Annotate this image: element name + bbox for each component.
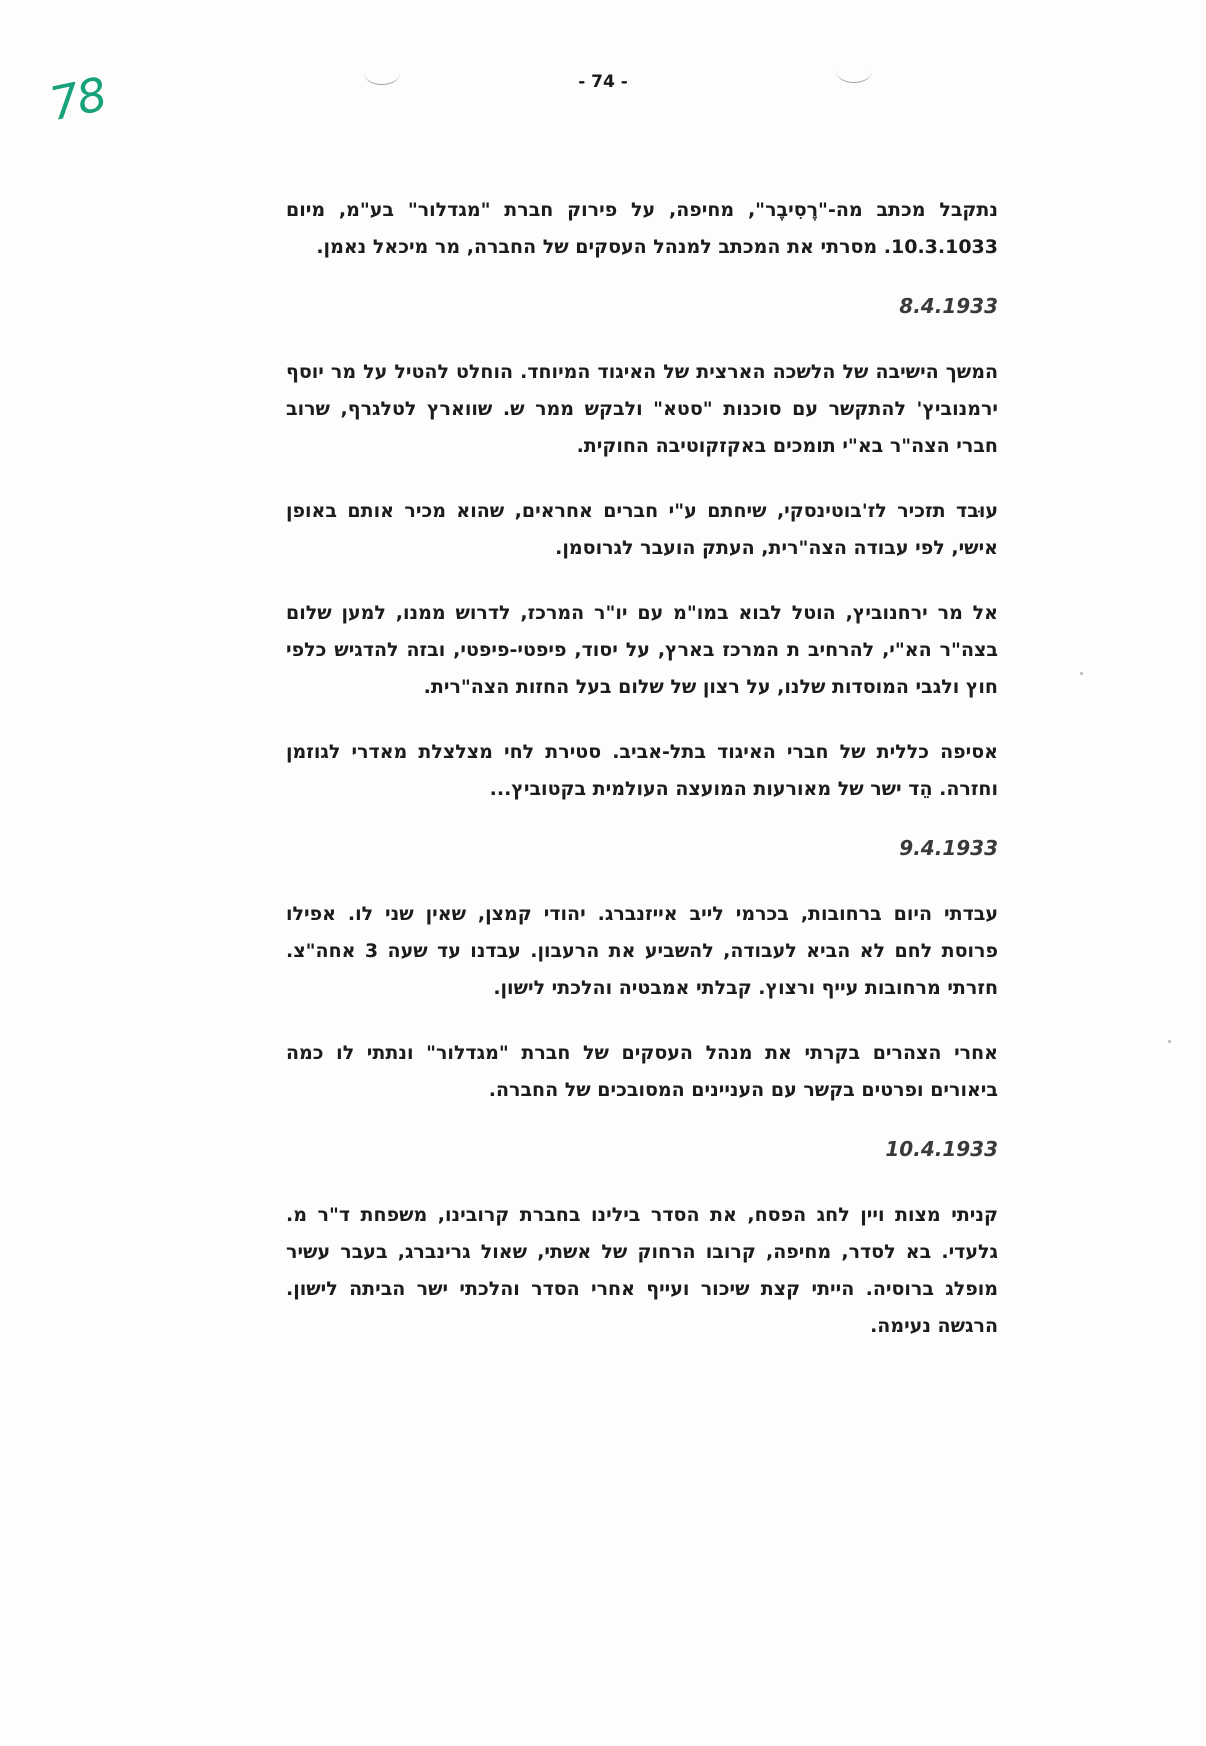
handwritten-page-number: 78 [44, 66, 110, 132]
document-body [286, 192, 998, 1373]
date-heading: 8.4.1933 [899, 294, 998, 318]
paragraph: קניתי מצות ויין לחג הפסח, את הסדר בילינו בחברת קרובינו, משפחת ד"ר מ. גלעדי. בא לסדר, מחיפה, קרובו הרחוק של אשתי, שאול גרינברג, בעבר עשיר מופלג ברוסיה. הייתי קצת שיכור ועייף אחרי הסדר והלכתי ישר הביתה לישון. הרגשה נעימה. [286, 1204, 998, 1337]
date-heading: 10.4.1933 [885, 1137, 998, 1161]
date-heading: 9.4.1933 [899, 836, 998, 860]
scan-speck [1080, 672, 1083, 675]
paragraph: עוּבד תזכיר לז'בוטינסקי, שיחתם ע"י חברים אחראים, שהוא מכיר אותם באופן אישי, לפי עבודה הצה"רית, העתק הועבר לגרוסמן. [286, 500, 998, 559]
scan-speck [1168, 1040, 1171, 1043]
paragraph-intro: נתקבל מכתב מה-"רֶסִיבֶר", מחיפה, על פירוק חברת "מגדלור" בע"מ, מיום 10.3.1033. מסרתי את המכתב למנהל העסקים של החברה, מר מיכאל נאמן. [286, 199, 998, 258]
page-number: - 74 - [578, 72, 628, 92]
paragraph: אחרי הצהרים בקרתי את מנהל העסקים של חברת "מגדלור" ונתתי לו כמה ביאורים ופרטים בקשר עם העניינים המסובכים של החברה. [286, 1042, 998, 1101]
paragraph: אסיפה כללית של חברי האיגוד בתל-אביב. סטירת לחי מצלצלת מאדרי לגוזמן וחזרה. הֵד ישר של מאורעות המועצה העולמית בקטוביץ... [286, 741, 998, 800]
paragraph: המשך הישיבה של הלשכה הארצית של האיגוד המיוחד. הוחלט להטיל על מר יוסף ירמנוביץ' להתקשר עם סוכנות "סטא" ולבקש ממר ש. שווארץ לטלגרף, שרוב חברי הצה"ר בא"י תומכים באקזקוטיבה החוקית. [286, 361, 998, 457]
paragraph: עבדתי היום ברחובות, בכרמי לייב אייזנברג. יהודי קמצן, שאין שני לו. אפילו פרוסת לחם לא הביא לעבודה, להשביע את הרעבון. עבדנו עד שעה 3 אחה"צ. חזרתי מרחובות עייף ורצוץ. קבלתי אמבטיה והלכתי לישון. [286, 903, 998, 999]
paragraph: אל מר ירחנוביץ, הוטל לבוא במו"מ עם יו"ר המרכז, לדרוש ממנו, למען שלום בצה"ר הא"י, להרחיב ת המרכז בארץ, על יסוד, פיפטי-פיפטי, ובזה להדגיש כלפי חוץ ולגבי המוסדות שלנו, על רצון של שלום בעל החזות הצה"רית. [286, 602, 998, 698]
